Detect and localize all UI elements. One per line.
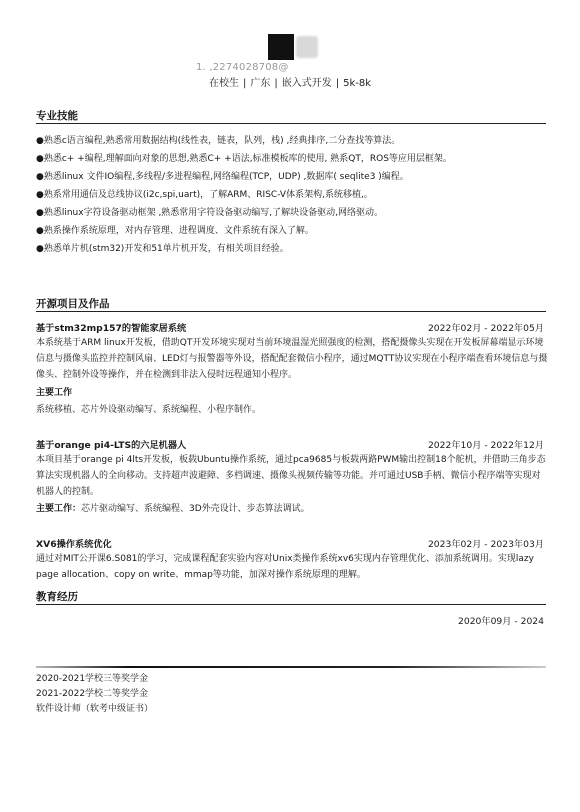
awards-list xyxy=(36,672,153,717)
meta-status: 在校生 xyxy=(208,78,239,89)
avatar xyxy=(268,34,294,60)
project-date: 2022年02月 - 2022年05月 xyxy=(427,323,544,334)
education-divider xyxy=(36,666,546,668)
award-item: 软件设计师（软考中级证书） xyxy=(36,704,154,714)
project-date: 2023年02月 - 2023年03月 xyxy=(427,539,544,550)
contact-info: 1. ,2274028708@ xyxy=(196,62,289,73)
project-description: 本系统基于ARM linux开发板，借助QT开发环境实现对当前环境温湿光照强度的检测，搭配摄像头实现在开发板屏幕端显示环境信息与摄像头监控并控制风扇、LED灯与报警器等外设，搭配配套微信小程序，通过MQTT协议实现在小程序端查看环境信息与摄像头、控制外设等操作，并在检测到非法入侵时远程通知小程序。 xyxy=(36,338,548,380)
project-description: 通过对MIT公开课6.S081的学习，完成课程配套实验内容对Unix类操作系统xv6实现内存管理优化、添加系统调用。实现lazy page allocation、copy on write、mmap等功能，加深对操作系统原理的理解。 xyxy=(36,554,534,580)
redacted-name xyxy=(296,36,318,58)
meta-position: 嵌入式开发 xyxy=(281,78,332,89)
project-work: 系统移植、芯片外设驱动编写、系统编程、小程序制作。 xyxy=(36,405,262,415)
section-title-education: 教育经历 xyxy=(36,591,78,603)
skill-item: ●熟悉linux字符设备驱动框架 ,熟悉常用字符设备驱动编写,了解块设备驱动,网络驱动。 xyxy=(36,208,384,218)
project-date: 2022年10月 - 2022年12月 xyxy=(427,440,544,451)
skill-item: ●熟系操作系统原理，对内存管理、进程调度、文件系统有深入了解。 xyxy=(36,226,314,236)
project-work-label: 主要工作 xyxy=(36,388,73,398)
section-divider xyxy=(36,311,546,312)
project-work-row xyxy=(36,501,310,514)
project-title: 基于stm32mp157的智能家居系统 xyxy=(36,323,187,334)
skill-item: ●熟悉linux 文件IO编程,多线程/多进程编程,网络编程(TCP，UDP) ,数据库( seqlite3 )编程。 xyxy=(36,172,409,182)
candidate-meta: 在校生 | 广东 | 嵌入式开发 | 5k-8k xyxy=(0,74,580,89)
award-item: 2020-2021学校三等奖学金 xyxy=(36,674,149,684)
project-description: 本项目基于orange pi 4lts开发板，板载Ubuntu操作系统，通过pca9685与板载两路PWM输出控制18个舵机，并借助三角步态算法实现机器人的全向移动。支持超声波避障、多档调速、摄像头视频传输等功能。并可通过USB手柄、微信小程序端等实现对机器人的控制。 xyxy=(36,455,546,497)
project-work: 芯片驱动编写、系统编程、3D外壳设计、步态算法调试。 xyxy=(81,504,310,514)
section-divider xyxy=(36,604,546,605)
skill-item: ●熟悉c语言编程,熟悉常用数据结构(线性表，链表，队列，栈) ,经典排序,二分查找等算法。 xyxy=(36,136,401,146)
education-date: 2020年09月 - 2024 xyxy=(458,616,544,627)
skill-item: ●熟悉单片机(stm32)开发和51单片机开发，有相关项目经验。 xyxy=(36,244,289,254)
skills-list xyxy=(36,132,556,258)
skill-item: ●熟系常用通信及总线协议(i2c,spi,uart)，了解ARM、RISC-V体系架构,系统移植,。 xyxy=(36,190,373,200)
section-divider xyxy=(36,123,546,124)
meta-location: 广东 xyxy=(250,78,271,89)
skill-item: ●熟悉c+ +编程,理解面向对象的思想,熟悉C+ +语法,标准模板库的使用, 熟系QT，ROS等应用层框架。 xyxy=(36,154,452,164)
section-title-projects: 开源项目及作品 xyxy=(36,298,110,310)
project-work-label: 主要工作： xyxy=(36,504,82,514)
project-title: 基于orange pi4-LTS的六足机器人 xyxy=(36,440,187,451)
project-title: XV6操作系统优化 xyxy=(36,539,112,550)
section-title-skills: 专业技能 xyxy=(36,110,78,122)
award-item: 2021-2022学校二等奖学金 xyxy=(36,689,149,699)
meta-salary: 5k-8k xyxy=(343,78,372,89)
